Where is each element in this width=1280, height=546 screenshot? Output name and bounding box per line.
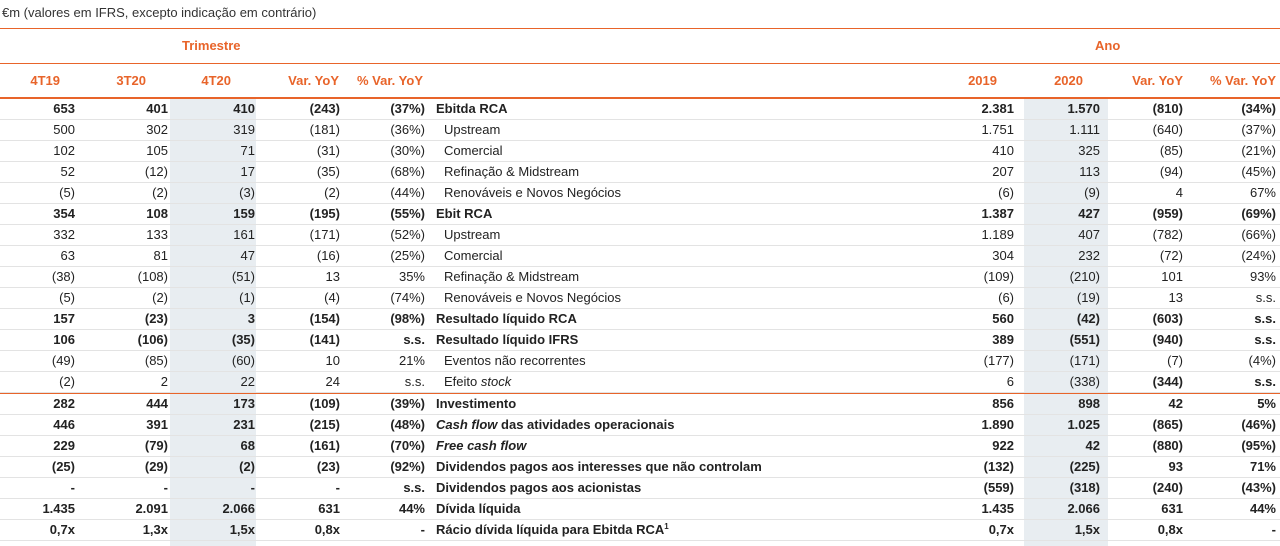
cell-2019: 1.751	[981, 122, 1014, 137]
cell-4t20: 231	[233, 417, 255, 432]
cell-q-var: -	[335, 480, 340, 495]
table-row	[0, 393, 1280, 415]
cell-4t19: 354	[53, 206, 75, 221]
cell-4t20: 22	[240, 374, 255, 389]
cell-3t20: 391	[146, 417, 168, 432]
cell-2019: (6)	[998, 290, 1014, 305]
cell-2019: 856	[992, 396, 1014, 411]
cell-4t19: 229	[53, 438, 75, 453]
cell-y-pct: s.s.	[1254, 374, 1276, 389]
cell-4t19: (38)	[51, 269, 75, 284]
cell-q-pct: (25%)	[390, 248, 425, 263]
cell-3t20: 81	[153, 248, 168, 263]
cell-q-var: 24	[325, 374, 340, 389]
cell-3t20: 105	[146, 143, 168, 158]
row-label-text: Upstream	[444, 122, 501, 137]
cell-4t19: 282	[53, 396, 75, 411]
cell-y-var: (7)	[1167, 353, 1183, 368]
row-label	[444, 141, 503, 161]
cell-2020: 325	[1078, 143, 1100, 158]
cell-y-var: (880)	[1152, 438, 1183, 453]
row-label	[436, 415, 674, 435]
col-header-y-var: Var. YoY	[1132, 73, 1183, 88]
cell-y-var: 13	[1168, 290, 1183, 305]
table-row	[0, 415, 1280, 436]
group-header-quarter: Trimestre	[182, 38, 241, 53]
col-header-q-var: Var. YoY	[288, 73, 339, 88]
row-label-text: Efeito	[444, 374, 481, 389]
cell-4t19: 332	[53, 227, 75, 242]
cell-y-var: (240)	[1152, 480, 1183, 495]
cell-3t20: 2.091	[135, 501, 168, 516]
row-label-emphasis: Free cash flow	[436, 438, 527, 453]
cell-2019: 560	[992, 311, 1014, 326]
row-label	[444, 162, 579, 182]
cell-3t20: (108)	[137, 269, 168, 284]
table-row	[0, 246, 1280, 267]
cell-4t19: (49)	[51, 353, 75, 368]
cell-4t19: (25)	[51, 459, 75, 474]
cell-4t20: 3	[247, 311, 255, 326]
row-label-text: Comercial	[444, 248, 503, 263]
row-label-suffix: das atividades operacionais	[497, 417, 675, 432]
cell-2019: 6	[1006, 374, 1014, 389]
table-row	[0, 309, 1280, 330]
row-label	[436, 330, 578, 350]
cell-q-var: (195)	[309, 206, 340, 221]
row-label-text: Comercial	[444, 143, 503, 158]
cell-4t20: (1)	[239, 290, 255, 305]
cell-4t19: -	[70, 480, 75, 495]
cell-2020: (338)	[1069, 374, 1100, 389]
cell-q-var: 10	[325, 353, 340, 368]
col-header-q-pct: % Var. YoY	[356, 73, 423, 88]
cell-y-pct: (21%)	[1241, 143, 1276, 158]
col-header-3t20: 3T20	[116, 73, 146, 88]
cell-2019: 2.381	[981, 101, 1014, 116]
cell-3t20: (23)	[144, 311, 168, 326]
cell-y-var: 0,8x	[1157, 522, 1183, 537]
cell-3t20: (2)	[152, 290, 168, 305]
data-table	[0, 99, 1280, 541]
table-row	[0, 99, 1280, 120]
cell-y-pct: (43%)	[1241, 480, 1276, 495]
cell-4t19: (5)	[59, 290, 75, 305]
cell-4t20: (3)	[239, 185, 255, 200]
cell-y-pct: (37%)	[1241, 122, 1276, 137]
cell-2020: (210)	[1069, 269, 1100, 284]
cell-y-pct: 71%	[1249, 459, 1276, 474]
table-row	[0, 351, 1280, 372]
cell-4t20: -	[250, 480, 255, 495]
row-label	[436, 436, 526, 456]
row-label	[444, 372, 511, 392]
cell-2019: 207	[992, 164, 1014, 179]
cell-q-var: (161)	[309, 438, 340, 453]
cell-2020: 1.111	[1069, 122, 1100, 137]
row-label	[444, 246, 503, 266]
cell-q-pct: (55%)	[390, 206, 425, 221]
cell-y-var: (865)	[1152, 417, 1183, 432]
cell-2020: (9)	[1084, 185, 1100, 200]
cell-y-pct: 5%	[1257, 396, 1276, 411]
row-label	[436, 457, 762, 477]
row-label-text: Ebitda RCA	[436, 101, 508, 116]
cell-4t19: 63	[60, 248, 75, 263]
row-label	[436, 478, 641, 498]
row-label	[436, 499, 521, 519]
cell-2020: 898	[1078, 396, 1100, 411]
row-label-text: Eventos não recorrentes	[444, 353, 586, 368]
group-header-year: Ano	[1095, 38, 1121, 53]
row-label	[436, 204, 492, 224]
row-label	[444, 267, 579, 287]
row-label-text: Dividendos pagos aos acionistas	[436, 480, 642, 495]
cell-y-pct: 44%	[1249, 501, 1276, 516]
col-header-4t20: 4T20	[201, 73, 231, 88]
table-row	[0, 457, 1280, 478]
cell-3t20: -	[163, 480, 168, 495]
cell-q-pct: (52%)	[390, 227, 425, 242]
cell-2019: 1.890	[981, 417, 1014, 432]
row-label	[436, 99, 508, 119]
cell-2020: (42)	[1076, 311, 1100, 326]
cell-2020: 427	[1078, 206, 1100, 221]
cell-q-pct: (37%)	[390, 101, 425, 116]
cell-3t20: (29)	[144, 459, 168, 474]
cell-2020: 1,5x	[1074, 522, 1100, 537]
cell-q-var: (23)	[316, 459, 340, 474]
cell-3t20: (2)	[152, 185, 168, 200]
cell-2020: (19)	[1076, 290, 1100, 305]
cell-4t19: 446	[53, 417, 75, 432]
cell-2020: 113	[1079, 164, 1100, 179]
cell-2019: 1.189	[981, 227, 1014, 242]
cell-y-pct: s.s.	[1254, 332, 1276, 347]
row-label-text: Ebit RCA	[436, 206, 493, 221]
cell-y-pct: 67%	[1249, 185, 1276, 200]
cell-y-var: (810)	[1152, 101, 1183, 116]
table-row	[0, 120, 1280, 141]
cell-4t19: (2)	[59, 374, 75, 389]
cell-y-var: 101	[1161, 269, 1183, 284]
table-row	[0, 330, 1280, 351]
row-label-text: Resultado líquido RCA	[436, 311, 577, 326]
cell-y-pct: (45%)	[1241, 164, 1276, 179]
top-rule	[0, 28, 1280, 29]
cell-2019: (109)	[983, 269, 1014, 284]
cell-2020: 2.066	[1067, 501, 1100, 516]
cell-2019: 1.387	[981, 206, 1014, 221]
cell-q-var: (171)	[309, 227, 340, 242]
table-row	[0, 499, 1280, 520]
table-row	[0, 183, 1280, 204]
col-header-2019: 2019	[968, 73, 997, 88]
cell-4t19: (5)	[59, 185, 75, 200]
row-label-emphasis: Cash flow	[436, 417, 498, 432]
cell-4t19: 102	[53, 143, 75, 158]
cell-4t20: 1,5x	[229, 522, 255, 537]
table-row	[0, 162, 1280, 183]
cell-2019: 304	[992, 248, 1014, 263]
cell-2019: 389	[992, 332, 1014, 347]
cell-4t20: (2)	[239, 459, 255, 474]
row-label	[444, 288, 621, 308]
row-label	[436, 520, 669, 540]
cell-q-pct: (39%)	[390, 396, 425, 411]
cell-2019: (559)	[983, 480, 1014, 495]
row-label-text: Refinação & Midstream	[444, 269, 580, 284]
cell-2020: 1.025	[1067, 417, 1100, 432]
cell-y-var: 4	[1175, 185, 1183, 200]
cell-3t20: (12)	[144, 164, 168, 179]
row-label	[444, 225, 500, 245]
cell-y-var: (72)	[1159, 248, 1183, 263]
cell-y-pct: (34%)	[1241, 101, 1276, 116]
cell-y-pct: -	[1271, 522, 1276, 537]
row-label	[436, 394, 516, 414]
cell-3t20: 302	[146, 122, 168, 137]
row-label	[444, 183, 621, 203]
cell-q-pct: 35%	[398, 269, 425, 284]
cell-2020: 42	[1085, 438, 1100, 453]
cell-q-pct: (44%)	[390, 185, 425, 200]
cell-4t20: 319	[233, 122, 255, 137]
cell-y-pct: s.s.	[1255, 290, 1276, 305]
cell-2020: 407	[1078, 227, 1100, 242]
cell-q-pct: (98%)	[390, 311, 425, 326]
cell-q-pct: (92%)	[390, 459, 425, 474]
cell-3t20: (85)	[144, 353, 168, 368]
cell-q-pct: (48%)	[390, 417, 425, 432]
cell-q-pct: 21%	[398, 353, 425, 368]
cell-y-var: (344)	[1152, 374, 1183, 389]
table-row	[0, 141, 1280, 162]
cell-4t20: 161	[233, 227, 255, 242]
cell-4t20: 17	[240, 164, 255, 179]
cell-2020: (171)	[1069, 353, 1100, 368]
cell-4t20: (51)	[231, 269, 255, 284]
cell-4t20: 47	[240, 248, 255, 263]
cell-q-var: (109)	[309, 396, 340, 411]
cell-q-pct: (68%)	[390, 164, 425, 179]
row-label-text: Investimento	[436, 396, 517, 411]
cell-2019: (6)	[998, 185, 1014, 200]
cell-q-var: 0,8x	[314, 522, 340, 537]
cell-q-var: (16)	[316, 248, 340, 263]
table-row	[0, 520, 1280, 541]
cell-2019: (132)	[983, 459, 1014, 474]
cell-3t20: 401	[146, 101, 168, 116]
cell-2020: 232	[1078, 248, 1100, 263]
row-label-text: Dívida líquida	[436, 501, 521, 516]
cell-q-pct: (36%)	[390, 122, 425, 137]
cell-2020: 1.570	[1067, 101, 1100, 116]
col-header-4t19: 4T19	[30, 73, 60, 88]
cell-4t20: (60)	[231, 353, 255, 368]
cell-3t20: 133	[146, 227, 168, 242]
cell-q-var: (4)	[324, 290, 340, 305]
cell-y-var: 93	[1168, 459, 1183, 474]
cell-3t20: (106)	[137, 332, 168, 347]
cell-y-var: (640)	[1152, 122, 1183, 137]
table-row	[0, 225, 1280, 246]
row-label	[444, 351, 586, 371]
cell-4t20: 2.066	[222, 501, 255, 516]
cell-q-pct: 44%	[398, 501, 425, 516]
cell-y-var: (94)	[1159, 164, 1183, 179]
cell-3t20: 2	[160, 374, 168, 389]
cell-q-var: (215)	[309, 417, 340, 432]
cell-4t20: 410	[233, 101, 255, 116]
cell-y-var: 631	[1161, 501, 1183, 516]
table-row	[0, 478, 1280, 499]
cell-4t20: 159	[233, 206, 255, 221]
cell-2020: (318)	[1069, 480, 1100, 495]
row-label	[436, 309, 577, 329]
cell-2020: (551)	[1069, 332, 1100, 347]
cell-2019: 410	[992, 143, 1014, 158]
cell-4t19: 52	[60, 164, 75, 179]
cell-4t20: 71	[240, 143, 255, 158]
cell-4t19: 0,7x	[49, 522, 75, 537]
cell-4t19: 1.435	[42, 501, 75, 516]
cell-3t20: 1,3x	[142, 522, 168, 537]
cell-y-pct: (46%)	[1241, 417, 1276, 432]
table-row	[0, 267, 1280, 288]
cell-y-var: 42	[1168, 396, 1183, 411]
cell-y-pct: (24%)	[1241, 248, 1276, 263]
cell-q-var: (154)	[309, 311, 340, 326]
cell-y-var: (603)	[1152, 311, 1183, 326]
row-label-text: Resultado líquido IFRS	[436, 332, 579, 347]
cell-2019: (177)	[983, 353, 1014, 368]
cell-q-var: 13	[325, 269, 340, 284]
row-label-text: Renováveis e Novos Negócios	[444, 290, 622, 305]
cell-q-var: (2)	[324, 185, 340, 200]
cell-y-pct: s.s.	[1254, 311, 1276, 326]
row-label-text: Dividendos pagos aos interesses que não controlam	[436, 459, 762, 474]
cell-q-var: (243)	[309, 101, 340, 116]
cell-4t19: 500	[53, 122, 75, 137]
cell-4t20: 173	[233, 396, 255, 411]
cell-y-pct: (4%)	[1248, 353, 1276, 368]
cell-q-pct: s.s.	[403, 480, 425, 495]
cell-y-var: (782)	[1152, 227, 1183, 242]
cell-q-var: 631	[318, 501, 340, 516]
cell-4t20: (35)	[231, 332, 255, 347]
cell-2019: 1.435	[981, 501, 1014, 516]
cell-q-var: (35)	[316, 164, 340, 179]
cell-3t20: (79)	[144, 438, 168, 453]
cell-y-var: (959)	[1152, 206, 1183, 221]
row-label-emphasis: stock	[480, 374, 512, 389]
cell-q-pct: (30%)	[390, 143, 425, 158]
cell-y-pct: (95%)	[1241, 438, 1276, 453]
cell-2019: 922	[992, 438, 1014, 453]
cell-q-var: (141)	[309, 332, 340, 347]
cell-y-var: (85)	[1159, 143, 1183, 158]
row-label-text: Renováveis e Novos Negócios	[444, 185, 622, 200]
row-label	[444, 120, 500, 140]
cell-y-pct: (69%)	[1241, 206, 1276, 221]
cell-q-pct: (74%)	[390, 290, 425, 305]
cell-4t19: 106	[53, 332, 75, 347]
table-row	[0, 372, 1280, 393]
cell-3t20: 108	[146, 206, 168, 221]
table-row	[0, 436, 1280, 457]
cell-4t19: 653	[53, 101, 75, 116]
cell-y-pct: 93%	[1249, 269, 1276, 284]
group-rule	[0, 63, 1280, 64]
table-caption: €m (valores em IFRS, excepto indicação em contrário)	[2, 5, 317, 20]
footnote-marker: 1	[664, 522, 669, 531]
cell-2019: 0,7x	[988, 522, 1014, 537]
table-row	[0, 204, 1280, 225]
row-label-text: Rácio dívida líquida para Ebitda RCA	[436, 522, 665, 537]
col-header-2020: 2020	[1054, 73, 1083, 88]
cell-q-var: (31)	[316, 143, 340, 158]
cell-4t20: 68	[240, 438, 255, 453]
cell-3t20: 444	[146, 396, 168, 411]
cell-2020: (225)	[1069, 459, 1100, 474]
cell-y-var: (940)	[1152, 332, 1183, 347]
row-label-text: Upstream	[444, 227, 501, 242]
cell-q-pct: s.s.	[404, 374, 425, 389]
cell-4t19: 157	[53, 311, 75, 326]
row-label-text: Refinação & Midstream	[444, 164, 580, 179]
cell-q-pct: s.s.	[403, 332, 425, 347]
col-header-y-pct: % Var. YoY	[1209, 73, 1276, 88]
cell-q-pct: (70%)	[390, 438, 425, 453]
cell-q-pct: -	[420, 522, 425, 537]
table-row	[0, 288, 1280, 309]
cell-q-var: (181)	[309, 122, 340, 137]
cell-y-pct: (66%)	[1241, 227, 1276, 242]
